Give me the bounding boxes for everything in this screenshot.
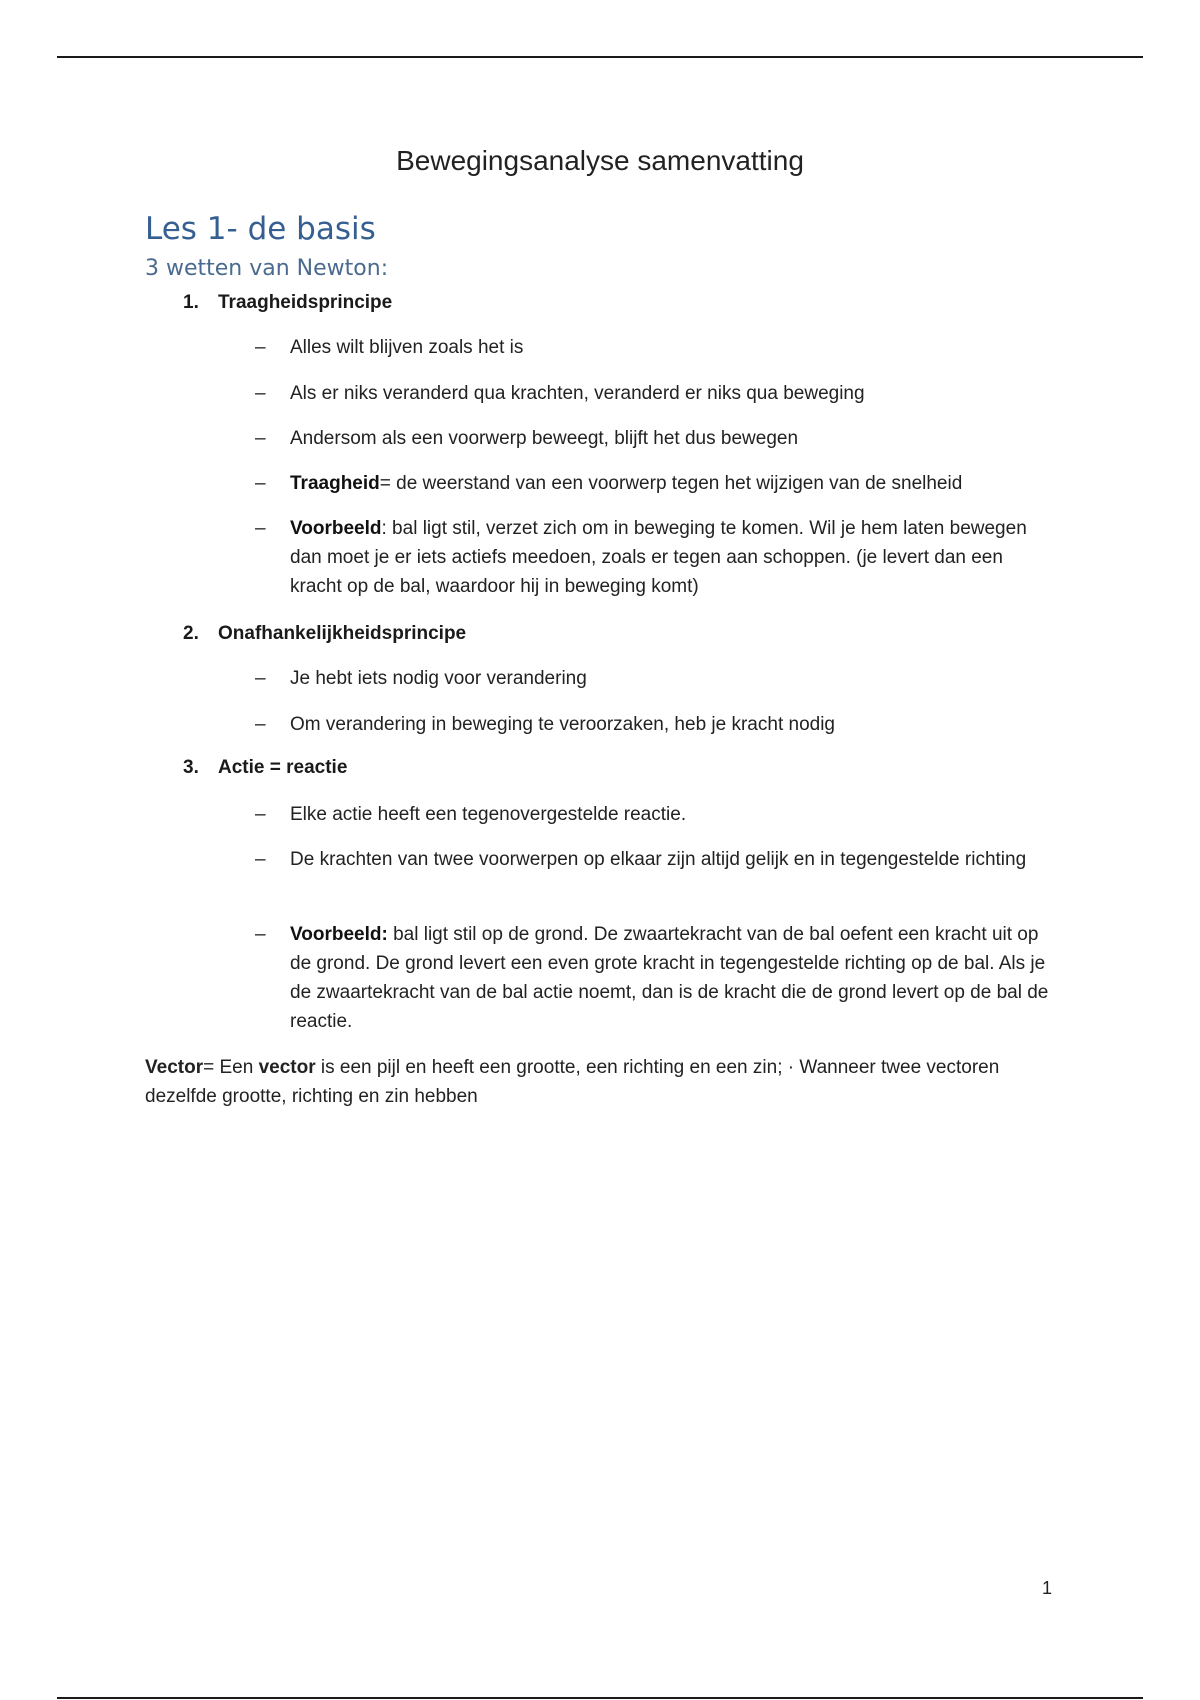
list-item xyxy=(255,710,1055,739)
header-rule xyxy=(57,56,1143,58)
dash-marker: – xyxy=(255,428,266,449)
law-title: Actie = reactie xyxy=(218,757,348,778)
list-item xyxy=(255,800,1055,829)
dash-marker: – xyxy=(255,473,266,494)
law-title: Traagheidsprincipe xyxy=(218,292,393,313)
law-number: 2. xyxy=(183,623,199,644)
term-bold: Voorbeeld xyxy=(290,518,382,539)
list-item-text: Alles wilt blijven zoals het is xyxy=(290,337,524,358)
law-2-heading xyxy=(183,623,466,645)
dash-marker: – xyxy=(255,668,266,689)
list-item-text: Als er niks veranderd qua krachten, veranderd er niks qua beweging xyxy=(290,383,865,404)
heading-lesson: Les 1- de basis xyxy=(145,211,376,247)
dash-marker: – xyxy=(255,849,266,870)
document-title: Bewegingsanalyse samenvatting xyxy=(396,145,804,176)
law-title: Onafhankelijkheidsprincipe xyxy=(218,623,467,644)
dash-marker: – xyxy=(255,383,266,404)
vector-term-inline: vector xyxy=(258,1057,316,1078)
law-3-heading xyxy=(183,757,347,779)
dash-marker: – xyxy=(255,924,266,945)
list-item-text: De krachten van twee voorwerpen op elkaar zijn altijd gelijk en in tegengestelde richting xyxy=(290,849,1027,870)
dash-marker: – xyxy=(255,714,266,735)
page-number: 1 xyxy=(1042,1578,1053,1598)
vector-term: Vector xyxy=(145,1057,204,1078)
list-item xyxy=(255,333,1055,362)
list-item-text: Andersom als een voorwerp beweegt, blijft het dus bewegen xyxy=(290,428,799,449)
list-item-text: bal ligt stil op de grond. De zwaartekracht van de bal oefent een kracht uit op de grond. De grond levert een even grote kracht in tegengestelde richting op de bal. Als je de zwaartekracht van de bal actie noemt, dan is de kracht die de grond levert op de bal de reactie. xyxy=(290,924,1049,1032)
list-item xyxy=(255,379,1055,408)
list-item-text: : bal ligt stil, verzet zich om in beweging te komen. Wil je hem laten bewegen dan moet je er iets actiefs meedoen, zoals er tegen aan schoppen. (je levert dan een kracht op de bal, waardoor hij in beweging komt) xyxy=(290,518,1027,597)
dash-marker: – xyxy=(255,804,266,825)
law-number: 1. xyxy=(183,292,199,313)
list-item-text: Je hebt iets nodig voor verandering xyxy=(290,668,587,689)
dash-marker: – xyxy=(255,518,266,539)
list-item xyxy=(255,514,1055,601)
term-bold: Voorbeeld: xyxy=(290,924,388,945)
list-item-text: Elke actie heeft een tegenovergestelde reactie. xyxy=(290,804,687,825)
law-number: 3. xyxy=(183,757,199,778)
vector-text-2: is een pijl en heeft een grootte, een richting en een zin; · Wanneer twee vectoren dezelfde grootte, richting en zin hebben xyxy=(145,1057,1000,1107)
footer-rule xyxy=(57,1697,1143,1699)
heading-newton-laws: 3 wetten van Newton: xyxy=(145,256,389,281)
vector-text-1: = Een xyxy=(203,1057,259,1078)
term-bold: Traagheid xyxy=(290,473,380,494)
vector-definition xyxy=(145,1053,1045,1111)
list-item xyxy=(255,920,1055,1036)
list-item-text: = de weerstand van een voorwerp tegen het wijzigen van de snelheid xyxy=(379,473,963,494)
dash-marker: – xyxy=(255,337,266,358)
law-1-heading xyxy=(183,292,392,314)
list-item xyxy=(255,845,1055,874)
list-item xyxy=(255,664,1055,693)
list-item xyxy=(255,424,1055,453)
list-item xyxy=(255,469,1055,498)
list-item-text: Om verandering in beweging te veroorzaken, heb je kracht nodig xyxy=(290,714,835,735)
